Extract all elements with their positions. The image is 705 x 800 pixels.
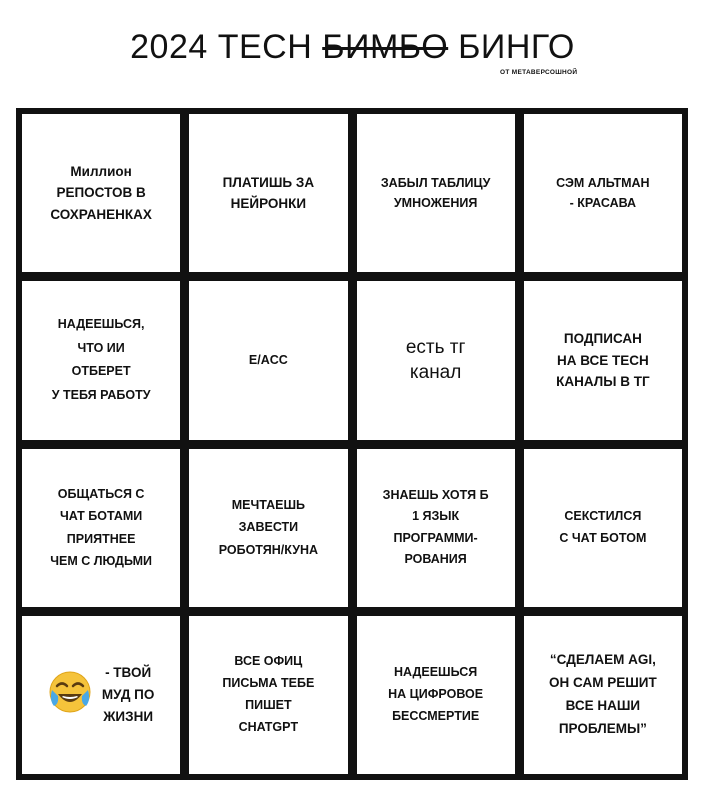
bingo-cell-7[interactable]	[354, 278, 518, 442]
cell-text: ПЛАТИШЬ ЗА НЕЙРОНКИ	[222, 174, 315, 212]
cell-text: E/ACC	[248, 353, 288, 368]
title-suffix: БИНГО	[448, 28, 575, 66]
page-title	[0, 28, 705, 67]
bingo-cell-6[interactable]	[186, 278, 350, 442]
cell-text: “СДЕЛАЕМ AGI, ОН САМ РЕШИТ ВСЕ НАШИ ПРОБЛЕМЫ”	[549, 652, 657, 736]
bingo-cell-14[interactable]	[186, 613, 350, 777]
bingo-cell-11[interactable]	[354, 446, 518, 610]
title-struck-word: БИМБО	[322, 28, 449, 66]
cell-text: НАДЕЕШЬСЯ НА ЦИФРОВОЕ БЕССМЕРТИЕ	[388, 665, 484, 723]
cell-text: СЭМ АЛЬТМАН - КРАСАВА	[556, 176, 650, 211]
cell-text: ЗНАЕШЬ ХОТЯ Б 1 ЯЗЫК ПРОГРАММИ- РОВАНИЯ	[382, 488, 489, 566]
cell-text: НАДЕЕШЬСЯ, ЧТО ИИ ОТБЕРЕТ У ТЕБЯ РАБОТУ	[51, 316, 151, 403]
bingo-cell-1[interactable]	[19, 111, 183, 275]
bingo-cell-12[interactable]	[521, 446, 685, 610]
cell-text: есть тг канал	[405, 336, 466, 384]
bingo-cell-8[interactable]	[521, 278, 685, 442]
cell-text: ВСЕ ОФИЦ ПИСЬМА ТЕБЕ ПИШЕТ CHATGPT	[222, 654, 315, 734]
bingo-cell-16[interactable]	[521, 613, 685, 777]
cell-text: Миллион РЕПОСТОВ В СОХРАНЕНКАХ	[50, 163, 152, 222]
bingo-cell-9[interactable]	[19, 446, 183, 610]
title-credit: ОТ МЕТАВЕРСОШНОЙ	[500, 69, 578, 76]
title-prefix: 2024 ТЕСН	[130, 28, 323, 66]
cell-text: МЕЧТАЕШЬ ЗАВЕСТИ РОБОТЯН/КУНА	[218, 497, 319, 557]
cell-text: - ТВОЙ МУД ПО ЖИЗНИ	[101, 665, 155, 724]
bingo-cell-4[interactable]	[521, 111, 685, 275]
bingo-cell-2[interactable]	[186, 111, 350, 275]
bingo-cell-3[interactable]	[354, 111, 518, 275]
cell-text: СЕКСТИЛСЯ С ЧАТ БОТОМ	[559, 509, 647, 545]
bingo-cell-15[interactable]	[354, 613, 518, 777]
crying-laughing-emoji-icon	[48, 670, 92, 720]
cell-text: ПОДПИСАН НА ВСЕ ТЕСН КАНАЛЫ В ТГ	[556, 330, 650, 390]
bingo-grid	[16, 108, 688, 780]
bingo-cell-5[interactable]	[19, 278, 183, 442]
bingo-cell-13[interactable]	[19, 613, 183, 777]
cell-text: ЗАБЫЛ ТАБЛИЦУ УМНОЖЕНИЯ	[380, 176, 491, 211]
emoji-row	[48, 662, 155, 727]
bingo-cell-10[interactable]	[186, 446, 350, 610]
cell-text: ОБЩАТЬСЯ С ЧАТ БОТАМИ ПРИЯТНЕЕ ЧЕМ С ЛЮДЬМИ	[50, 486, 153, 569]
